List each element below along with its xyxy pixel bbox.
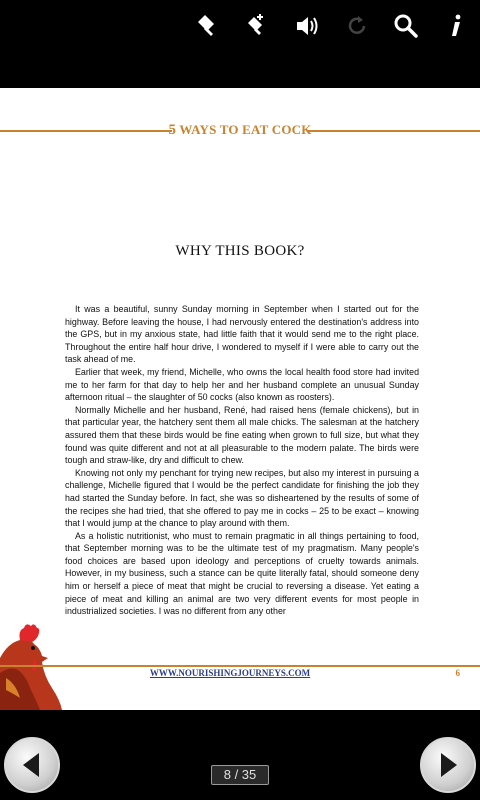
paragraph: It was a beautiful, sunny Sunday morning in September when I started out for the highway. Before leaving the house, I had nervously entered the destination's address into the GPS, but in my anxious state, had little faith that it would send me to the right place. Throughout the entire half hour drive, I wondered to myself if I were able to carry out the task ahead of me. [65,304,419,365]
previous-page-button[interactable] [4,737,60,793]
top-toolbar [0,0,480,88]
header-title-text: WAYS TO EAT COCK [179,122,312,137]
book-header-title [0,122,480,139]
bookmark-add-icon[interactable] [237,8,273,44]
page-counter: 8 / 35 [211,765,269,785]
footer-url-link[interactable]: WWW.NOURISHINGJOURNEYS.COM [149,668,311,678]
paragraph: As a holistic nutritionist, who must to remain pragmatic in all things pertaining to food, that September morning was to be the ultimate test of my pragmatism. Many people's food choices are based upon ideology and perceptions of cruelty towards animals. However, in my business, such a stance can be quite literally fatal, should someone deny him or herself a piece of meat that might be crucial to reversing a disease. Yet eating a piece of meat and killing an animal are two very different events for most people in industrialized societies. I was no different from any other [65,530,419,617]
info-icon[interactable] [438,8,474,44]
bottom-navigation-bar [0,710,480,800]
paragraph: Knowing not only my penchant for trying new recipes, but also my interest in pursuing a challenge, Michelle figured that I would be the perfect candidate for finishing the job they had started the Sunday before. In fact, she was so disheartened by the results of some of the recipes she had tried, that she offered to pay me in cocks – 25 to be exact – knowing that I would jump at the chance to play around with them. [65,467,419,529]
chapter-title: WHY THIS BOOK? [175,243,305,259]
body-text [65,303,419,631]
paragraph: Normally Michelle and her husband, René, had raised hens (female chickens), but in that particular year, the hatchery sent them all male chicks. The salesman at the hatchery assured them that these birds would be fine eating when grown to full size, but what they found was quite different and not at all pleasurable to the modern palate. The birds were tough and straw-like, dry and difficult to chew. [65,404,419,466]
book-page-number: 6 [455,668,460,678]
rooster-illustration [0,618,70,710]
search-icon[interactable] [388,8,424,44]
header-prefix: 5 [168,122,177,138]
arrow-right-icon [433,750,463,780]
volume-icon[interactable] [289,8,325,44]
bookmark-icon[interactable] [188,8,224,44]
footer-rule [0,665,480,667]
next-page-button[interactable] [420,737,476,793]
rotate-icon [339,8,375,44]
book-page[interactable] [0,88,480,710]
paragraph: Earlier that week, my friend, Michelle, who owns the local health food store had invited me to her farm for that day to help her and her husband complete an unusual Sunday afternoon ritual – the slaughter of 50 cocks (also known as roosters). [65,366,419,403]
arrow-left-icon [17,750,47,780]
